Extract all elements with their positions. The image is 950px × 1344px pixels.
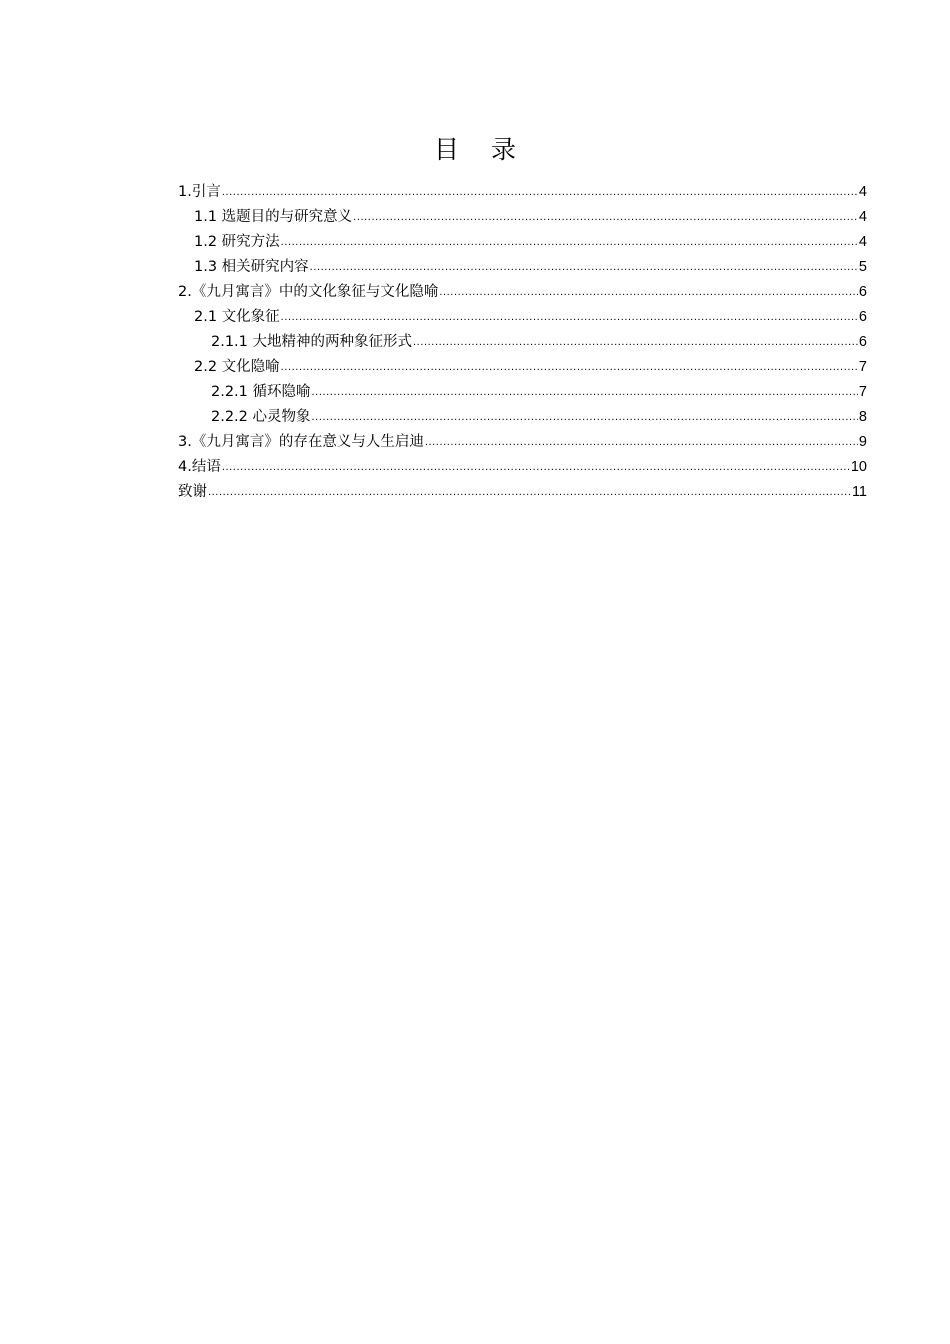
toc-entry-label: 1.2 研究方法 <box>194 234 280 250</box>
toc-entry-page-number: 4 <box>858 184 867 200</box>
toc-entry-label: 2.2 文化隐喻 <box>194 359 280 375</box>
toc-entry-2-2[interactable] <box>178 355 867 380</box>
toc-entry-page-number: 7 <box>858 359 867 375</box>
toc-entry-label: 4.结语 <box>178 459 221 475</box>
toc-entry-page-number: 8 <box>858 409 867 425</box>
toc-entry-1-3[interactable] <box>178 255 867 280</box>
toc-entry-page-number: 4 <box>858 234 867 250</box>
toc-entry-2-1[interactable] <box>178 305 867 330</box>
toc-dot-leader <box>222 179 858 205</box>
toc-entry-label: 2.2.2 心灵物象 <box>211 409 311 425</box>
toc-entry-page-number: 6 <box>858 334 867 350</box>
toc-entry-label: 2.2.1 循环隐喻 <box>211 384 311 400</box>
toc-entry-2-2-2[interactable] <box>178 405 867 430</box>
toc-dot-leader <box>353 204 858 230</box>
toc-entry-1-1[interactable] <box>178 205 867 230</box>
toc-entry-2-2-1[interactable] <box>178 380 867 405</box>
toc-title: 目 录 <box>434 135 528 164</box>
toc-dot-leader <box>281 229 858 255</box>
toc-entry-label: 2.1.1 大地精神的两种象征形式 <box>211 334 413 350</box>
toc-entry-introduction[interactable] <box>178 180 867 205</box>
toc-entry-chapter-3[interactable] <box>178 430 867 455</box>
toc-dot-leader <box>413 329 858 355</box>
toc-dot-leader <box>439 279 858 305</box>
toc-entry-label: 1.引言 <box>178 184 221 200</box>
toc-entry-page-number: 6 <box>858 309 867 325</box>
toc-entry-label: 3.《九月寓言》的存在意义与人生启迪 <box>178 434 424 450</box>
toc-dot-leader <box>312 404 858 430</box>
toc-entry-2-1-1[interactable] <box>178 330 867 355</box>
toc-dot-leader <box>312 379 858 405</box>
toc-dot-leader <box>310 254 858 280</box>
toc-entry-label: 1.3 相关研究内容 <box>194 259 309 275</box>
toc-entry-page-number: 4 <box>858 209 867 225</box>
toc-dot-leader <box>281 304 858 330</box>
toc-entry-label: 1.1 选题目的与研究意义 <box>194 209 353 225</box>
table-of-contents <box>178 180 867 505</box>
toc-dot-leader <box>222 454 850 480</box>
toc-entry-1-2[interactable] <box>178 230 867 255</box>
toc-entry-page-number: 7 <box>858 384 867 400</box>
toc-entry-chapter-2[interactable] <box>178 280 867 305</box>
toc-dot-leader <box>425 429 858 455</box>
toc-dot-leader <box>208 479 851 505</box>
toc-entry-page-number: 10 <box>850 459 867 475</box>
toc-entry-page-number: 5 <box>858 259 867 275</box>
toc-entry-label: 致谢 <box>178 484 207 500</box>
toc-entry-label: 2.1 文化象征 <box>194 309 280 325</box>
toc-entry-page-number: 9 <box>858 434 867 450</box>
toc-dot-leader <box>281 354 858 380</box>
toc-entry-acknowledgements[interactable] <box>178 480 867 505</box>
toc-entry-page-number: 6 <box>858 284 867 300</box>
toc-entry-label: 2.《九月寓言》中的文化象征与文化隐喻 <box>178 284 439 300</box>
toc-entry-page-number: 11 <box>851 484 867 500</box>
toc-entry-conclusion[interactable] <box>178 455 867 480</box>
